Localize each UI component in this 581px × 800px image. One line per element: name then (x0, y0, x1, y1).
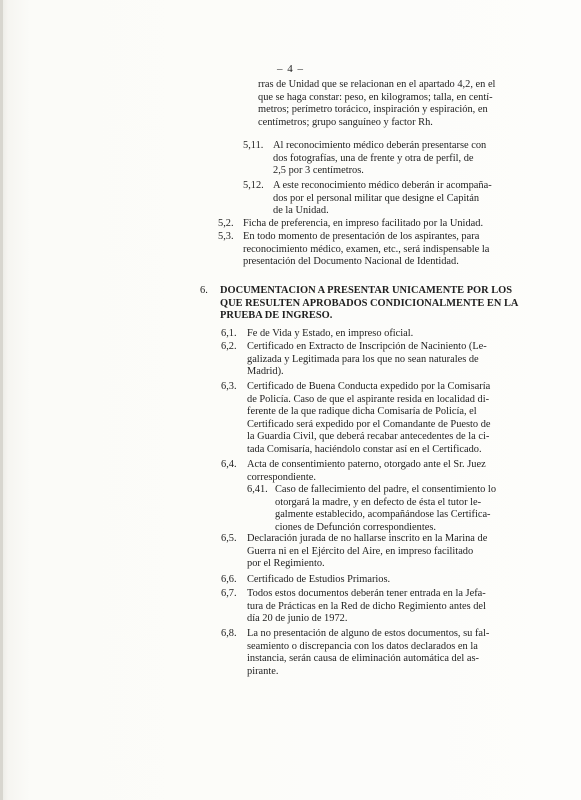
item-number: 5,12. (243, 180, 264, 191)
text-line: Madrid). (247, 366, 284, 378)
text-line: Al reconocimiento médico deberán presentarse con (273, 140, 487, 151)
text-line: tada Comisaría, haciéndolo constar así en el Certificado. (247, 443, 482, 455)
text-line: Ficha de preferencia, en impreso facilitado por la Unidad. (243, 218, 484, 229)
text-line: reconocimiento médico, examen, etc., será indispensable la (243, 243, 490, 255)
page-number: – 4 – (277, 63, 304, 75)
heading-line: PRUEBA DE INGRESO. (220, 310, 333, 322)
text-line: galizada y Legitimada para los que no sean naturales de (247, 353, 479, 365)
text-line: tura de Prácticas en la Red de dicho Regimiento antes del (247, 600, 486, 612)
text-line: galmente establecido, acompañándose las Certifica- (275, 509, 491, 521)
text-line: Certificado de Buena Conducta expedido por la Comisaría (247, 381, 491, 392)
text-line: Caso de fallecimiento del padre, el consentimiento lo (275, 484, 497, 495)
text-line: de la Unidad. (273, 205, 329, 217)
text-line: La no presentación de alguno de estos documentos, su fal- (247, 628, 490, 639)
item-number: 5,2. (218, 218, 234, 229)
text-line: la Guardia Civil, que deberá recabar antecedentes de la ci- (247, 431, 490, 443)
item-5-12 (243, 180, 525, 218)
text-line: Guerra ni en el Ejército del Aire, en impreso facilitado (247, 545, 474, 557)
item-number: 6,6. (221, 574, 237, 585)
text-line: Declaración jurada de no hallarse inscrito en la Marina de (247, 533, 488, 544)
text-line: centímetros; grupo sanguíneo y factor Rh. (258, 116, 433, 128)
section-6-heading (200, 285, 530, 323)
text-line: Fe de Vida y Estado, en impreso oficial. (247, 328, 414, 339)
text-line: rras de Unidad que se relacionan en el apartado 4,2, en el (258, 79, 496, 90)
text-line: Certificado en Extracto de Inscripción de Naciniento (Le- (247, 341, 487, 352)
text-line: 2,5 por 3 centímetros. (273, 165, 364, 177)
text-line: por el Regimiento. (247, 558, 325, 570)
text-line: día 20 de junio de 1972. (247, 613, 348, 625)
page-edge (0, 0, 3, 800)
text-line: Acta de consentimiento paterno, otorgado ante el Sr. Juez (247, 459, 486, 470)
item-number: 6,41. (247, 484, 268, 495)
item-number: 6,2. (221, 341, 237, 352)
item-number: 5,11. (243, 140, 264, 151)
text-line: correspondiente. (247, 471, 316, 483)
item-6-5 (221, 533, 528, 571)
text-line: En todo momento de presentación de los aspirantes, para (243, 231, 480, 242)
text-line: dos fotografías, una de frente y otra de perfil, de (273, 152, 474, 164)
text-line: Todos estos documentos deberán tener entrada en la Jefa- (247, 588, 486, 599)
intro-paragraph (258, 79, 520, 129)
section-number: 6. (200, 285, 208, 296)
text-line: que se haga constar: peso, en kilogramos; talla, en centí- (258, 91, 493, 103)
item-6-1 (221, 328, 528, 341)
text-line: Certificado será expedido por el Comandante de Puesto de (247, 418, 491, 430)
text-line: metros; perímetro torácico, inspiración y espiración, en (258, 104, 488, 116)
text-line: dos por el personal militar que designe el Capitán (273, 192, 480, 204)
item-5-3 (218, 231, 528, 269)
text-line: ferente de la que radique dicha Comisaría de Policía, el (247, 406, 477, 418)
item-6-4 (221, 459, 528, 484)
text-line: Certificado de Estudios Primarios. (247, 574, 391, 585)
item-5-2 (218, 218, 528, 231)
item-5-11 (243, 140, 525, 178)
item-6-7 (221, 588, 528, 626)
heading-line: QUE RESULTEN APROBADOS CONDICIONALMENTE EN LA (220, 297, 519, 309)
text-line: A este reconocimiento médico deberán ir acompaña- (273, 180, 492, 191)
text-line: presentación del Documento Nacional de Identidad. (243, 256, 459, 268)
text-line: de Policía. Caso de que el aspirante resida en localidad di- (247, 393, 490, 405)
text-line: ciones de Defunción correspondientes. (275, 521, 436, 533)
text-line: seamiento o discrepancia con los datos declarados en la (247, 640, 478, 652)
item-number: 6,1. (221, 328, 237, 339)
item-6-3 (221, 381, 528, 457)
item-number: 5,3. (218, 231, 234, 242)
item-number: 6,8. (221, 628, 237, 639)
item-number: 6,5. (221, 533, 237, 544)
item-6-6 (221, 574, 528, 587)
item-6-2 (221, 341, 528, 379)
text-line: pirante. (247, 665, 279, 677)
heading-line: DOCUMENTACION A PRESENTAR UNICAMENTE POR LOS (220, 285, 513, 296)
text-line: instancia, serán causa de eliminación automática del as- (247, 653, 479, 665)
item-number: 6,4. (221, 459, 237, 470)
item-6-8 (221, 628, 528, 678)
text-line: otorgará la madre, y en defecto de ésta el tutor le- (275, 496, 482, 508)
item-6-41 (247, 484, 529, 534)
item-number: 6,3. (221, 381, 237, 392)
item-number: 6,7. (221, 588, 237, 599)
